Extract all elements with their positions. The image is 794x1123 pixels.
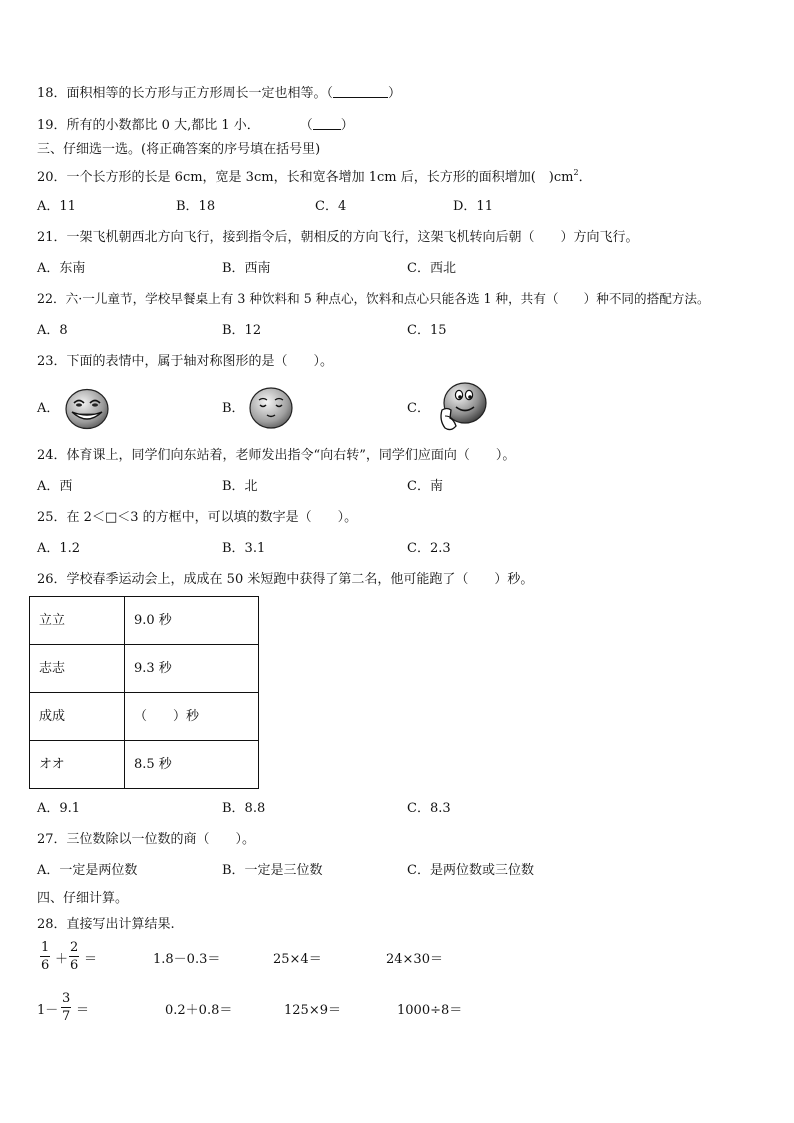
- pleased-face-icon: [248, 386, 294, 430]
- option-b[interactable]: B．12: [222, 323, 262, 338]
- table-cell-time: 8.5 秒: [125, 741, 259, 789]
- option-a[interactable]: A．8: [37, 323, 68, 338]
- calc-expression[interactable]: 0.2＋0.8＝: [165, 1003, 233, 1018]
- fraction-one-sixth: [40, 941, 50, 972]
- option-c[interactable]: C．西北: [407, 261, 456, 276]
- option-c[interactable]: C．2.3: [407, 541, 451, 556]
- option-d[interactable]: D．11: [453, 199, 493, 214]
- calc-expression[interactable]: 24×30＝: [386, 952, 443, 967]
- one-minus: 1－: [37, 1003, 59, 1018]
- table-row: [30, 645, 259, 693]
- table-cell-time: 9.0 秒: [125, 597, 259, 645]
- option-c[interactable]: C．4: [315, 199, 347, 214]
- question-20-end: ．: [578, 170, 592, 185]
- option-a[interactable]: A．9.1: [37, 801, 81, 816]
- option-c[interactable]: C．: [407, 401, 430, 416]
- table-cell-time: 9.3 秒: [125, 645, 259, 693]
- equals-sign: ＝: [76, 1003, 90, 1018]
- question-19: [37, 117, 354, 132]
- option-a[interactable]: A．1.2: [37, 541, 81, 556]
- option-b[interactable]: B．8.8: [222, 801, 266, 816]
- denominator: 6: [70, 958, 79, 973]
- option-b[interactable]: B．: [222, 401, 245, 416]
- score-table: [29, 596, 259, 789]
- option-a[interactable]: A．东南: [37, 261, 86, 276]
- table-cell-name: 成成: [30, 693, 125, 741]
- option-c[interactable]: C．南: [407, 479, 443, 494]
- fraction-two-sixths: [69, 941, 79, 972]
- equals-sign: ＝: [84, 952, 98, 967]
- thinking-face-icon: [436, 380, 488, 434]
- smiling-face-icon: [64, 388, 110, 430]
- question-21: 21．一架飞机朝西北方向飞行，接到指令后，朝相反的方向飞行，这架飞机转向后朝（ ）方向飞行。: [37, 230, 639, 245]
- question-22: 22．六·一儿童节，学校早餐桌上有 3 种饮料和 5 种点心，饮料和点心只能各选 1 种，共有（ ）种不同的搭配方法。: [37, 291, 710, 306]
- table-row: [30, 597, 259, 645]
- answer-blank[interactable]: [333, 85, 388, 98]
- question-26: 26．学校春季运动会上，成成在 50 米短跑中获得了第二名，他可能跑了（ ）秒。: [37, 572, 534, 587]
- question-19-close: ）: [340, 118, 354, 133]
- plus-sign: ＋: [55, 952, 69, 967]
- option-c[interactable]: C．是两位数或三位数: [407, 863, 534, 878]
- calc-expression[interactable]: 25×4＝: [273, 952, 322, 967]
- section-title-3: 三、仔细选一选。(将正确答案的序号填在括号里): [37, 142, 321, 157]
- question-25: 25．在 2＜□＜3 的方框中，可以填的数字是（ ）。: [37, 510, 358, 525]
- question-18-close: ）: [388, 86, 402, 101]
- denominator: 7: [62, 1009, 71, 1024]
- table-row: [30, 741, 259, 789]
- option-a[interactable]: A．西: [37, 479, 73, 494]
- calc-expression[interactable]: 125×9＝: [284, 1003, 341, 1018]
- option-a[interactable]: A．11: [37, 199, 76, 214]
- question-27: 27．三位数除以一位数的商（ ）。: [37, 832, 256, 847]
- option-b[interactable]: B．18: [176, 199, 216, 214]
- table-cell-name: オオ: [30, 741, 125, 789]
- section-title-4: 四、仔细计算。: [37, 891, 129, 906]
- question-18-text: 18．面积相等的长方形与正方形周长一定也相等。（: [37, 86, 334, 101]
- denominator: 6: [41, 958, 50, 973]
- table-cell-time: （ ）秒: [125, 693, 259, 741]
- option-c[interactable]: C．15: [407, 323, 447, 338]
- fraction-three-sevenths: [61, 992, 71, 1023]
- question-24: 24．体育课上，同学们向东站着，老师发出指令“向右转”，同学们应面向（ ）。: [37, 448, 516, 463]
- question-23: 23．下面的表情中，属于轴对称图形的是（ ）。: [37, 354, 334, 369]
- calc-expression[interactable]: 1000÷8＝: [397, 1003, 463, 1018]
- option-c[interactable]: C．8.3: [407, 801, 451, 816]
- answer-blank[interactable]: [313, 117, 341, 130]
- table-row: [30, 693, 259, 741]
- table-cell-name: 志志: [30, 645, 125, 693]
- question-20: [37, 169, 592, 184]
- option-b[interactable]: B．西南: [222, 261, 271, 276]
- option-a[interactable]: A．一定是两位数: [37, 863, 138, 878]
- calc-expression[interactable]: 1.8－0.3＝: [153, 952, 221, 967]
- question-19-open: （: [299, 118, 313, 133]
- numerator: 3: [62, 991, 71, 1006]
- numerator: 2: [70, 940, 79, 955]
- option-b[interactable]: B．3.1: [222, 541, 266, 556]
- question-19-text: 19．所有的小数都比 0 大,都比 1 小．: [37, 118, 260, 133]
- question-28: 28．直接写出计算结果.: [37, 917, 175, 932]
- question-18: [37, 85, 401, 100]
- question-20-text: 20．一个长方形的长是 6cm，宽是 3cm，长和宽各增加 1cm 后，长方形的面积增加( )cm: [37, 170, 574, 185]
- numerator: 1: [41, 940, 50, 955]
- option-b[interactable]: B．北: [222, 479, 258, 494]
- option-b[interactable]: B．一定是三位数: [222, 863, 323, 878]
- option-a[interactable]: A．: [37, 401, 60, 416]
- question-20-superscript: 2: [573, 168, 579, 177]
- table-cell-name: 立立: [30, 597, 125, 645]
